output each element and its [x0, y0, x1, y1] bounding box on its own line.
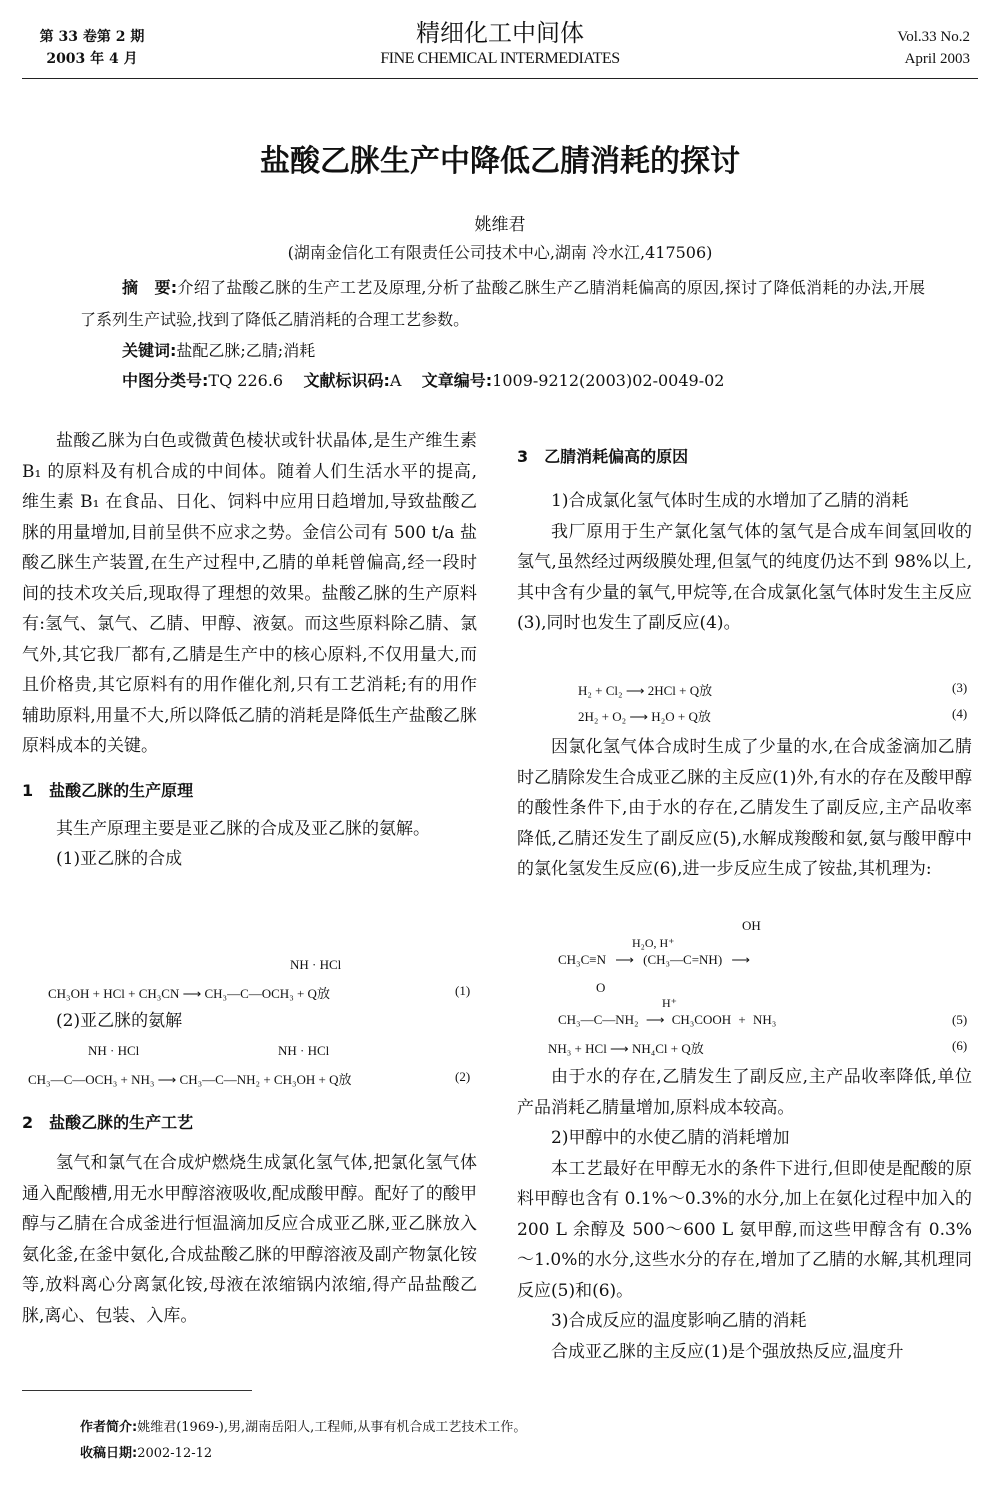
issue-volume-en: Vol.33 No.2	[897, 29, 970, 45]
reason-3-title: 3)合成反应的温度影响乙腈的消耗	[551, 1311, 807, 1331]
author-bio-label: 作者简介:	[80, 1420, 138, 1435]
journal-issue	[22, 26, 162, 70]
eq4-number: (4)	[952, 706, 968, 721]
received-date	[80, 1444, 212, 1464]
reason-3-text: 合成亚乙脒的主反应(1)是个强放热反应,温度升	[551, 1341, 904, 1362]
eq2-number: (2)	[455, 1069, 471, 1084]
header-rule	[22, 78, 978, 79]
keywords-label: 关键词:	[122, 341, 177, 360]
eq1-top-group: NH · HCl	[290, 957, 342, 972]
doc-label: 文献标识码:	[303, 371, 390, 390]
eq6-number: (6)	[952, 1038, 968, 1053]
eq3: H₂ + Cl₂ ⟶ 2HCl + Q放	[578, 683, 713, 698]
article-label: 文章编号:	[421, 371, 493, 390]
affiliation: (湖南金信化工有限责任公司技术中心,湖南 冷水江,417506)	[287, 243, 713, 262]
abstract-label: 摘 要:	[122, 278, 178, 297]
eq4: 2H₂ + O₂ ⟶ H₂O + Q放	[578, 709, 711, 724]
eq5-carbonyl-o: O	[596, 980, 606, 995]
section-1-sub2: (2)亚乙脒的氨解	[56, 1011, 183, 1031]
eq3-number: (3)	[952, 680, 968, 695]
paper-title: 盐酸乙脒生产中降低乙腈消耗的探讨	[260, 144, 740, 179]
clc-label: 中图分类号:	[122, 371, 209, 390]
eq1-main: CH₃OH + HCl + CH₃CN ⟶ CH₃—C—OCH₃ + Q放	[48, 986, 330, 1001]
abstract	[80, 272, 925, 336]
eq5-condition-1: H₂O, H⁺	[632, 936, 675, 950]
section-1-text: 其生产原理主要是亚乙脒的合成及亚乙脒的氨解。	[56, 818, 430, 839]
reason-2-text: 本工艺最好在甲醇无水的条件下进行,但即使是配酸的原料甲醇也含有 0.1%～0.3%的水分,加上在氨化过程中加入的 200 L 余醇及 500～600 L 氨甲醇,而这些甲醇含有 0.3%～1.0%的水分,这些水分的存在,增加了乙腈的水解,其机理同反应(5)和(6)。	[517, 1158, 972, 1301]
journal-name	[330, 18, 670, 70]
eq2-top-right: NH · HCl	[278, 1043, 330, 1058]
journal-name-cn: 精细化工中间体	[416, 19, 584, 47]
section-2-text: 氢气和氯气在合成炉燃烧生成氯化氢气体,把氯化氢气体通入配酸槽,用无水甲醇溶液吸收,配成酸甲醇。配好了的酸甲醇与乙腈在合成釜进行恒温滴加反应合成亚乙脒,亚乙脒放入氨化釜,在釜中氨化,合成盐酸乙脒的甲醇溶液及副产物氯化铵等,放料离心分离氯化铵,母液在浓缩锅内浓缩,得产品盐酸乙脒,离心、包装、入库。	[22, 1153, 477, 1326]
section-1-sub1: (1)亚乙脒的合成	[56, 849, 183, 869]
article-number: 1009-9212(2003)02-0049-02	[492, 371, 725, 390]
reason-1-title: 1)合成氯化氢气体时生成的水增加了乙腈的消耗	[551, 491, 909, 511]
eq1-number: (1)	[455, 983, 471, 998]
eq5-number: (5)	[952, 1012, 968, 1027]
section-2-title: 2 盐酸乙脒的生产工艺	[22, 1113, 194, 1132]
author-name: 姚维君	[474, 215, 526, 235]
section-2-block	[22, 1108, 477, 1331]
left-column	[22, 426, 477, 875]
received-date-value: 2002-12-12	[137, 1446, 213, 1461]
issue-volume: 第 33 卷第 2 期	[39, 29, 145, 45]
issue-date-en: April 2003	[904, 51, 970, 67]
reason-1-text: 我厂原用于生产氯化氢气体的氢气是合成车间氢回收的氢气,虽然经过两级膜处理,但氢气的纯度仍达不到 98%以上,其中含有少量的氧气,甲烷等,在合成氯化氢气体时发生主反应(3),同时也发生了副反应(4)。	[517, 521, 972, 633]
eq5-step-2: CH₃—C—NH₂ ⟶ CH₃COOH + NH₃	[558, 1012, 777, 1027]
section-1-title: 1 盐酸乙脒的生产原理	[22, 780, 194, 800]
footnote-rule	[22, 1390, 252, 1391]
section-3-title: 3 乙腈消耗偏高的原因	[517, 447, 689, 466]
author-bio	[80, 1418, 526, 1438]
reason-1-mechanism	[517, 732, 972, 885]
intro-paragraph: 盐酸乙脒为白色或微黄色棱状或针状晶体,是生产维生素 B₁ 的原料及有机合成的中间体。随着人们生活水平的提高,维生素 B₁ 在食品、日化、饲料中应用日趋增加,导致盐酸乙脒的用量增加,目前呈供不应求之势。金信公司有 500 t/a 盐酸乙脒生产装置,在生产过程中,乙腈的单耗曾偏高,经一段时间的技术攻关后,现取得了理想的效果。盐酸乙脒的生产原料有:氢气、氯气、乙腈、甲醇、液氨。而这些原料除乙腈、氯气外,其它我厂都有,乙腈是生产中的核心原料,不仅用量大,而且价格贵,其它原料有的用作催化剂,只有工艺消耗;有的用作辅助原料,用量不大,所以降低乙腈的消耗是降低生产盐酸乙脒原料成本的关键。	[22, 431, 477, 756]
received-date-label: 收稿日期:	[80, 1446, 138, 1461]
doc-code: A	[389, 371, 402, 390]
issue-date: 2003 年 4 月	[46, 51, 138, 67]
reason-1-text-3: 由于水的存在,乙腈发生了副反应,主产品收率降低,单位产品消耗乙腈量增加,原料成本较高。	[517, 1067, 972, 1118]
author-bio-text: 姚维君(1969-),男,湖南岳阳人,工程师,从事有机合成工艺技术工作。	[137, 1420, 527, 1435]
journal-issue-en	[897, 26, 970, 70]
journal-name-en: FINE CHEMICAL INTERMEDIATES	[380, 50, 620, 67]
classification	[122, 366, 724, 396]
clc-code: TQ 226.6	[208, 371, 284, 390]
eq2-main: CH₃—C—OCH₃ + NH₃ ⟶ CH₃—C—NH₂ + CH₃OH + Q放	[28, 1072, 352, 1087]
eq6: NH₃ + HCl ⟶ NH₄Cl + Q放	[548, 1041, 704, 1056]
eq2-top-left: NH · HCl	[88, 1043, 140, 1058]
section-1-sub2-block	[22, 1006, 477, 1037]
abstract-text: 介绍了盐酸乙脒的生产工艺及原理,分析了盐酸乙脒生产乙腈消耗偏高的原因,探讨了降低消耗的办法,开展了系列生产试验,找到了降低乙腈消耗的合理工艺参数。	[80, 278, 925, 329]
reason-1-text-2: 因氯化氢气体合成时生成了少量的水,在合成釜滴加乙腈时乙腈除发生合成亚乙脒的主反应(1)外,有水的存在及酸甲醇的酸性条件下,由于水的存在,乙腈发生了副反应,主产品收率降低,乙腈还发生了副反应(5),水解成羧酸和氨,氨与酸甲醇中的氯化氢发生反应(6),进一步反应生成了铵盐,其机理为:	[517, 737, 972, 879]
keywords-text: 盐配乙脒;乙腈;消耗	[176, 341, 316, 360]
keywords	[122, 336, 315, 366]
eq5-condition-2: H⁺	[662, 996, 677, 1010]
eq5-step-1: CH₃C≡N ⟶ (CH₃—C=NH) ⟶	[558, 952, 751, 967]
eq5-oh-group: OH	[742, 918, 761, 933]
right-column	[517, 442, 972, 639]
reason-2-title: 2)甲醇中的水使乙腈的消耗增加	[551, 1128, 790, 1148]
right-column-continued	[517, 1062, 972, 1367]
